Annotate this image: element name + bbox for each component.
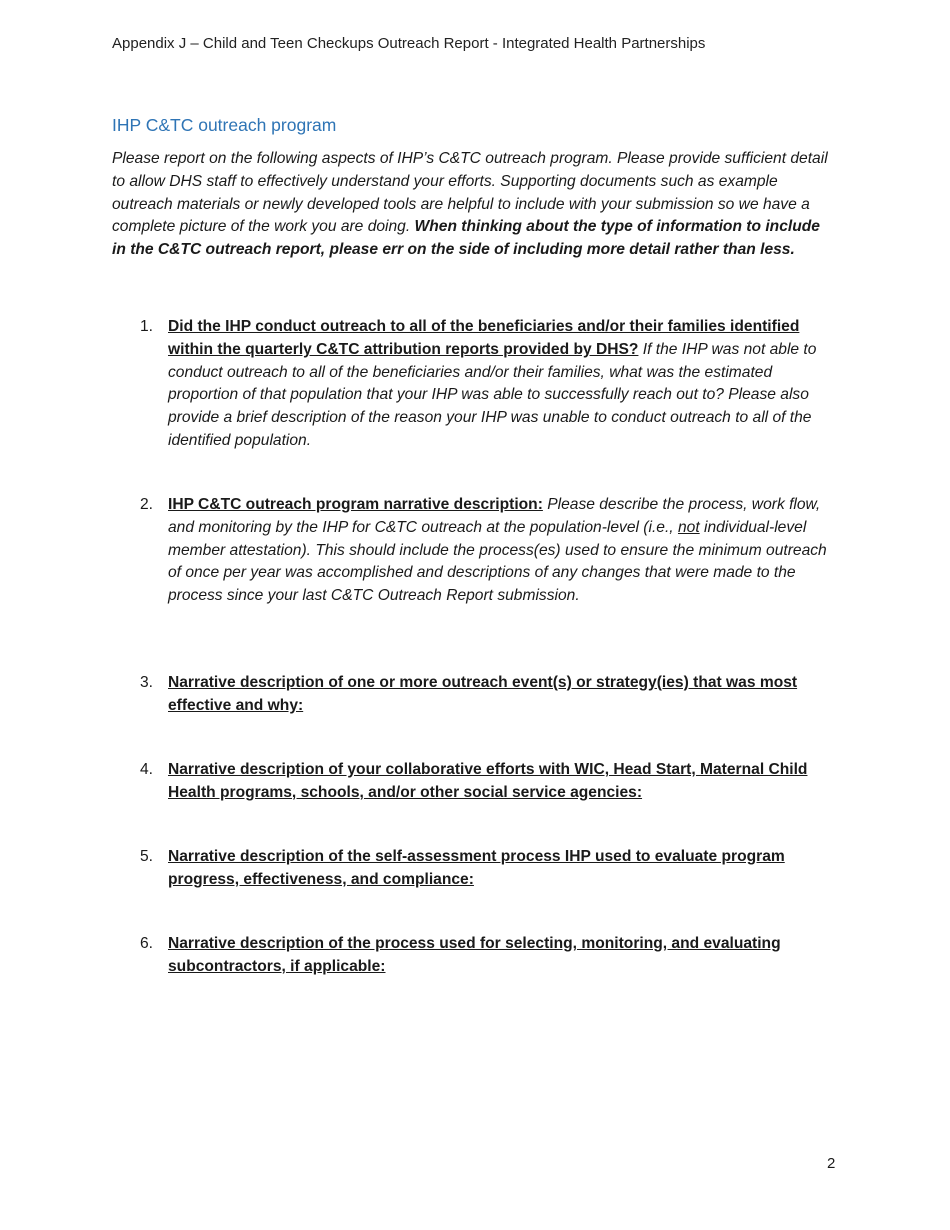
item-body xyxy=(168,672,836,718)
item-body xyxy=(168,494,836,608)
item-question: Narrative description of the self-assessment process IHP used to evaluate program progress, effectiveness, and compliance: xyxy=(168,848,785,888)
item-number: 2. xyxy=(140,496,154,513)
list-item xyxy=(112,933,836,979)
item-question: IHP C&TC outreach program narrative description: xyxy=(168,496,543,513)
list-item xyxy=(112,494,836,608)
item-body xyxy=(168,846,836,892)
item-number: 6. xyxy=(140,935,154,952)
item-body xyxy=(168,759,836,805)
list-item xyxy=(112,316,836,453)
list-item xyxy=(112,846,836,892)
page-number: 2 xyxy=(827,1155,836,1172)
item-description-part: Please describe the process, work flow, and monitoring by the IHP for C&TC outreach at the population-level (i.e., xyxy=(168,496,821,536)
item-description-emphasis: not xyxy=(677,518,700,536)
item-question: Narrative description of one or more outreach event(s) or strategy(ies) that was most effective and why: xyxy=(168,674,798,714)
item-body xyxy=(168,316,836,453)
intro-instructions: Please report on the following aspects of IHP’s C&TC outreach program. Please provide sufficient detail to allow DHS staff to effectively understand your efforts. Supporting documents such as example outreach materials or newly developed tools are helpful to include with your submission so we have a complete picture of the work you are doing. xyxy=(112,150,828,236)
item-question: Did the IHP conduct outreach to all of the beneficiaries and/or their families identified within the quarterly C&TC attribution reports provided by DHS? xyxy=(168,318,800,358)
list-item xyxy=(112,672,836,718)
list-item xyxy=(112,759,836,805)
item-description-part: individual-level member attestation). This should include the process(es) used to ensure the minimum outreach of once per year was accomplished and descriptions of any changes that were made to the process since your last C&TC Outreach Report submission. xyxy=(168,518,827,604)
item-question: Narrative description of the process used for selecting, monitoring, and evaluating subcontractors, if applicable: xyxy=(168,935,781,975)
item-number: 5. xyxy=(140,848,154,865)
item-number: 4. xyxy=(140,761,154,778)
intro-emphasis: When thinking about the type of information to include in the C&TC outreach report, please err on the side of including more detail rather than less. xyxy=(112,218,820,258)
running-header: Appendix J – Child and Teen Checkups Outreach Report - Integrated Health Partnerships xyxy=(112,35,706,52)
section-title: IHP C&TC outreach program xyxy=(112,115,337,135)
item-number: 3. xyxy=(140,674,154,691)
intro-paragraph xyxy=(112,148,836,262)
item-number: 1. xyxy=(140,318,154,335)
item-question: Narrative description of your collaborative efforts with WIC, Head Start, Maternal Child Health programs, schools, and/or other social service agencies: xyxy=(168,761,808,801)
item-description: If the IHP was not able to conduct outreach to all of the beneficiaries and/or their families, what was the estimated proportion of that population that your IHP was able to successfully reach out to? Please also provide a brief description of the reason your IHP was unable to conduct outreach to all of the identified population. xyxy=(168,340,817,449)
item-body xyxy=(168,933,836,979)
